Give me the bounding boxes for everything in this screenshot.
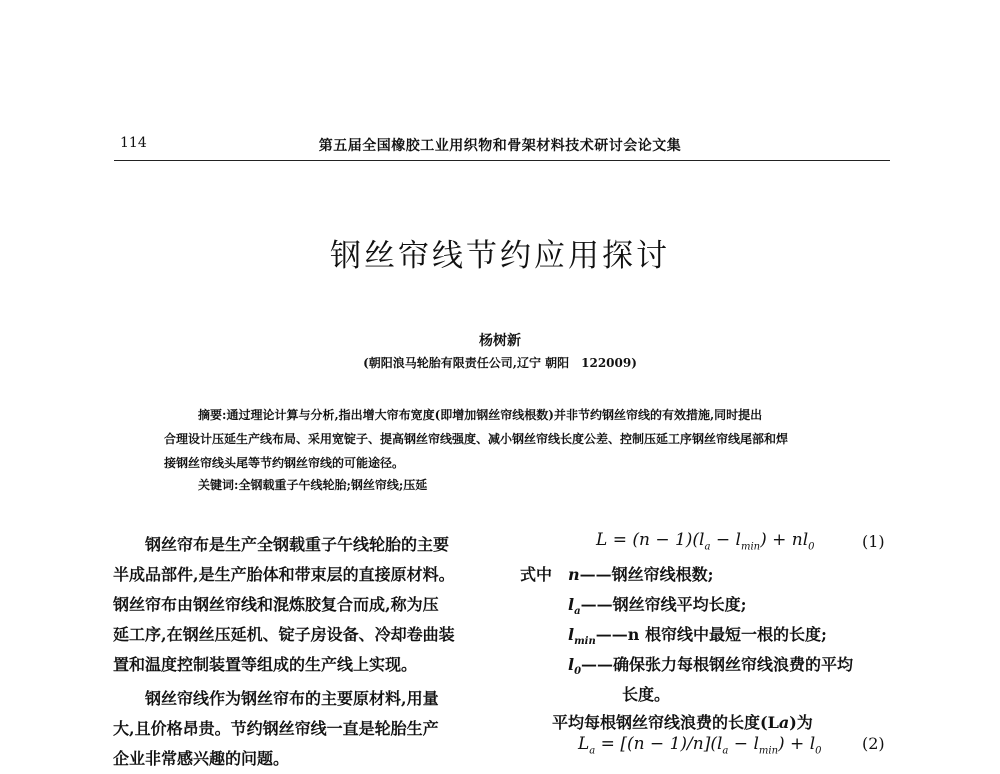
paper-title: 钢丝帘线节约应用探讨 [330, 238, 670, 274]
equation-1-number: (1) [862, 532, 885, 551]
abstract [164, 403, 854, 475]
body-sentence: 平均每根钢丝帘线浪费的长度(La)为 [552, 713, 813, 732]
equation-2-number: (2) [862, 734, 885, 753]
variable-n: n——钢丝帘线根数; [568, 565, 714, 584]
equation-2: $L_a = [(n - 1)/n](l_a - l_{min}) + l_0$ [578, 734, 822, 757]
paragraph: 钢丝帘线作为钢丝帘布的主要原材料,用量 大,且价格昂贵。节约钢丝帘线一直是轮胎生产 企业非常感兴趣的问题。 [113, 689, 439, 768]
body-left-column [113, 530, 483, 774]
variable-l0-continued: 长度。 [622, 685, 671, 704]
variable-lmin: $l_{min}——n$ 根帘线中最短一根的长度; [568, 625, 827, 648]
running-title: 第五届全国橡胶工业用织物和骨架材料技术研讨会论文集 [318, 138, 682, 154]
paragraph: 钢丝帘布是生产全钢载重子午线轮胎的主要 半成品部件,是生产胎体和带束层的直接原材料。 钢丝帘布由钢丝帘线和混炼胶复合而成,称为压 延工序,在钢丝压延机、锭子房设备、冷却卷曲装 置和温度控制装置等组成的生产线上实现。 [113, 535, 455, 674]
keywords [198, 476, 427, 493]
where-label: 式中 [520, 565, 553, 584]
variable-la: $l_a——$钢丝帘线平均长度; [568, 595, 747, 618]
page-number: 114 [120, 135, 147, 151]
abstract-line-2: 合理设计压延生产线布局、采用宽锭子、提高钢丝帘线强度、减小钢丝帘线长度公差、控制压延工序钢丝帘线尾部和焊 [164, 432, 789, 446]
keywords-text: 全钢载重子午线轮胎;钢丝帘线;压延 [238, 478, 428, 492]
variable-l0: $l_0——$确保张力每根钢丝帘线浪费的平均 [568, 655, 854, 678]
author: 杨树新 [479, 333, 521, 349]
keywords-label: 关键词: [198, 478, 239, 492]
equation-1: $L = (n - 1)(l_a - l_{min}) + nl_0$ [596, 530, 815, 553]
header-rule [114, 160, 890, 161]
abstract-line-1: 摘要:通过理论计算与分析,指出增大帘布宽度(即增加钢丝帘线根数)并非节约钢丝帘线的有效措施,同时提出 [198, 408, 763, 422]
affiliation: (朝阳浪马轮胎有限责任公司,辽宁 朝阳 122009) [363, 356, 637, 370]
abstract-line-3: 接钢丝帘线头尾等节约钢丝帘线的可能途径。 [164, 456, 405, 470]
abstract-label: 摘要: [198, 408, 227, 422]
